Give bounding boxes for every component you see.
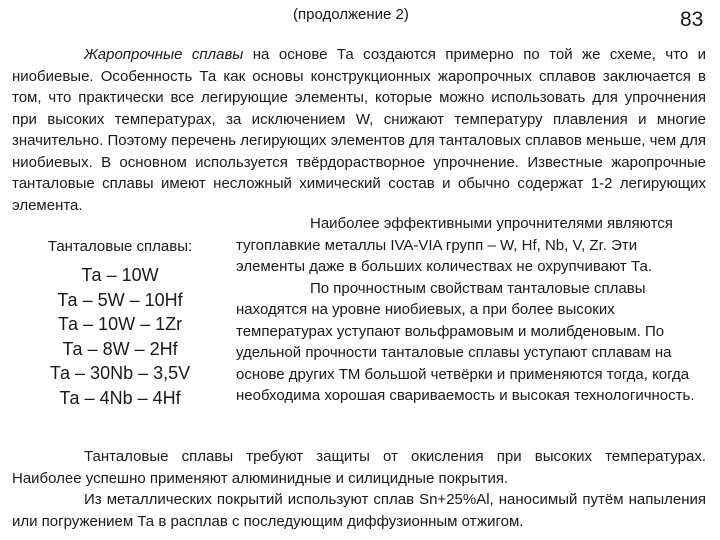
alloy-item: Та – 10W – 1Zr (57, 314, 183, 334)
strength-properties-paragraph: По прочностным свойствам танталовые сплавы находятся на уровне ниобиевых, а при более высоких температурах уступают вольфрамовым и молибденовым. По удельной прочности танталовые сплавы уступают сплавам на основе других ТМ большой четвёрки и применяются тогда, когда необходима хорошая свариваемость и высокая технологичность. (236, 279, 695, 404)
alloy-list (20, 238, 220, 410)
alloy-item: Та – 4Nb – 4Hf (59, 387, 181, 408)
alloy-list-caption: Танталовые сплавы: (47, 238, 193, 255)
alloy-item: Та – 10W (81, 265, 159, 285)
metallic-coatings-paragraph: Из металлических покрытий используют сплав Sn+25%Al, наносимый путём напыления или погружением Та в расплав с последующим диффузионным отжигом. (12, 491, 706, 530)
alloy-item: Та – 5W – 10Hf (57, 289, 183, 310)
alloy-item: Та – 8W – 2Hf (62, 338, 178, 359)
oxidation-protection-paragraph: Танталовые сплавы требуют защиты от окисления при высоких температурах. Наиболее успешно применяют алюминидные и силицидные покрытия. (12, 448, 706, 487)
alloy-item: Та – 30Nb – 3,5V (49, 363, 191, 383)
intro-lead-italic: Жаропрочные сплавы (84, 46, 244, 63)
intro-paragraph (12, 44, 706, 216)
properties-column (236, 213, 706, 407)
intro-text: на основе Та создаются примерно по той же схеме, что и ниобиевые. Особенность Та как основы конструкционных жаропрочных сплавов заключается в том, что практически все легирующие элементы, которые можно использовать для упрочнения при высоких температурах, за исключением W, снижают температуру плавления и многие значительно. Поэтому перечень легирующих элементов для танталовых сплавов меньше, чем для ниобиевых. В основном используется твёрдорастворное упрочнение. Известные жаропрочные танталовые сплавы имеют несложный химический состав и обычно содержат 1-2 легирующих элемента. (12, 46, 706, 214)
page-header (0, 4, 720, 32)
strengtheners-paragraph: Наиболее эффективными упрочнителями являются тугоплавкие металлы IVA-VIA групп – W, Hf, Nb, V, Zr. Эти элементы даже в больших количествах не охрупчивают Та. (236, 215, 673, 275)
continuation-label: (продолжение 2) (293, 6, 409, 23)
page-number: 83 (680, 8, 704, 31)
